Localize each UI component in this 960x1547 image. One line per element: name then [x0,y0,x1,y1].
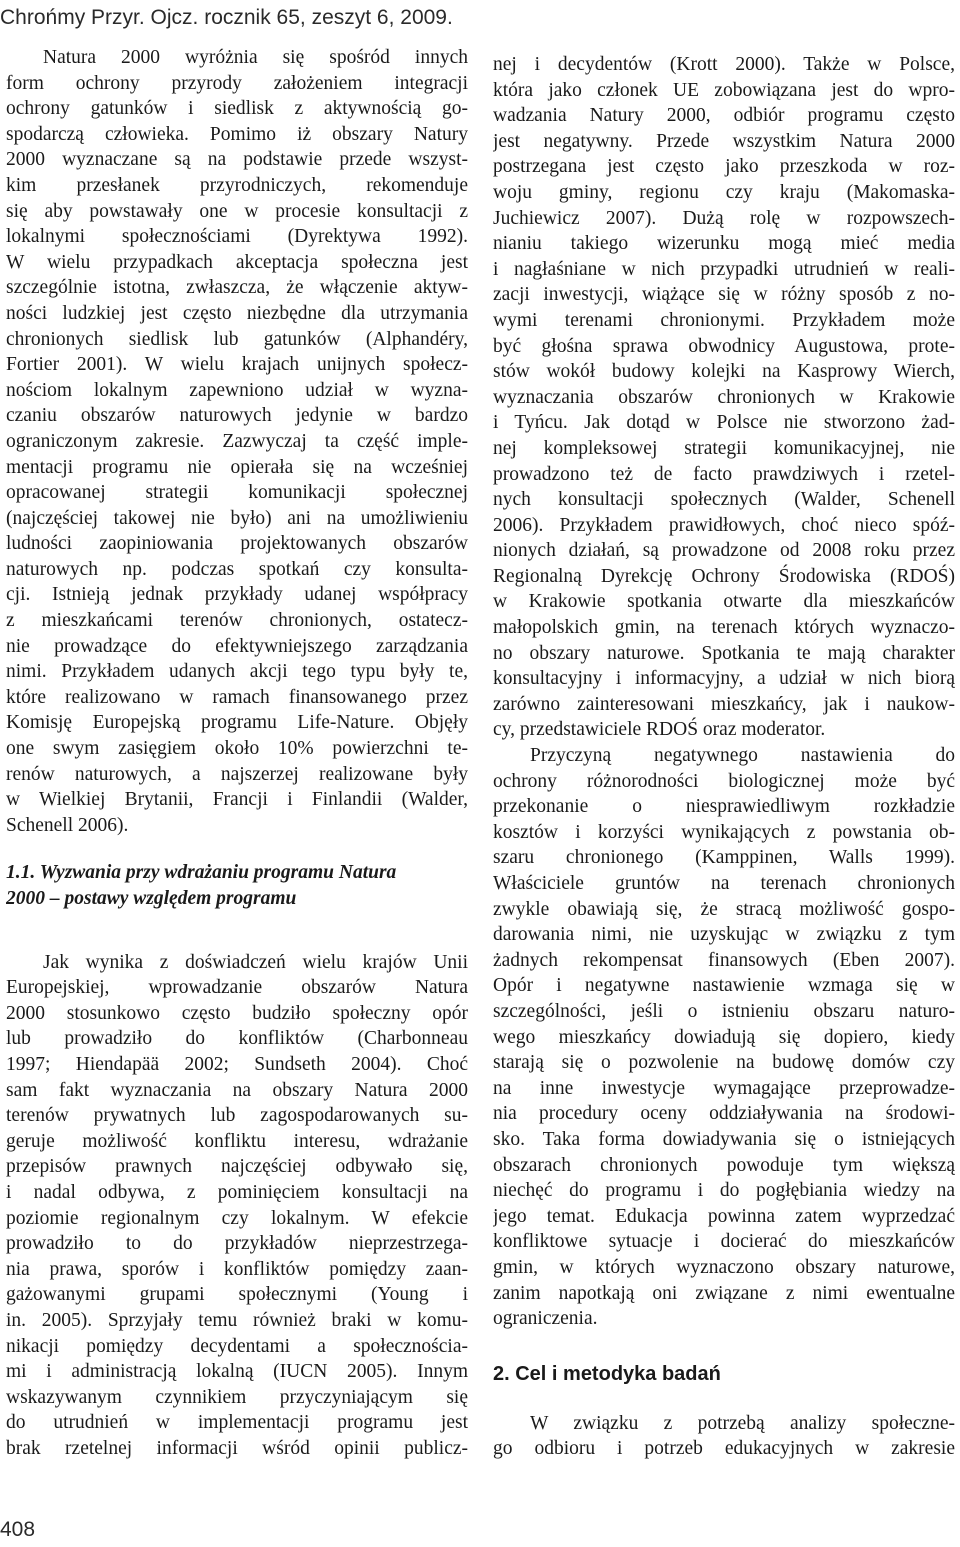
text-line: wymi terenami chronionymi. Przykładem może [493,309,955,331]
text-line: Przyczyną negatywnego nastawienia do [530,745,955,767]
text-line: nych konsultacji społecznych (Walder, Schenell [493,489,955,511]
text-line: z mieszkańcami terenów chronionych, ostatecz- [6,610,468,632]
text-line: Właściciele gruntów na terenach chronionych [493,873,955,894]
text-line: która jako członek UE zobowiązana jest do wpro- [493,79,955,101]
text-line: żadnych rekompensat finansowych (Eben 2007). [493,949,955,971]
text-line: naturowych np. podczas spotkań czy konsulta- [6,558,468,580]
text-line: 2000 – postawy względem programu [6,888,297,909]
right-paragraph-2 [493,743,955,1332]
text-line: zarówno zainteresowani mieszkańcy, jak i naukow- [493,693,955,715]
text-line: szaru chronionego (Kamppinen, Walls 1999). [493,847,955,869]
text-line: geruje możliwość konfliktu interesu, wdrażanie [6,1130,468,1152]
text-line: stów wokół budowy kolejki na Kasprowy Wierch, [493,361,955,383]
text-line: ochrony różnorodności biologicznej może być [493,770,955,792]
text-line: niechęć do programu i do pogłębiania wiedzy na [493,1180,955,1202]
text-line: wyznaczania obszarów chronionych w Krakowie [493,386,955,408]
text-line: gmin, w których wyznaczono obszary naturowe, [493,1256,955,1278]
text-line: przekonanie o niesprawiedliwym rozkładzie [493,796,955,818]
text-line: starają się o pozwolenie na budowę domów czy [493,1052,955,1074]
text-line: no obszary naturowe. Spotkania te mają charakter [493,642,955,664]
text-line: Juchiewicz 2007). Dużą rolę w rozpowszech- [493,207,955,229]
left-paragraph-1 [6,45,468,838]
text-line: Opór i negatywne nastawienie wzmaga się w [493,975,955,997]
text-line: ochrony gatunków i siedlisk z aktywnością go- [6,98,468,120]
text-line: zwykle obawiają się, że stracą możliwość gospo- [493,898,955,920]
text-line: czaniu obszarów naturowych jedynie w bardzo [6,405,468,427]
text-line: chronionych siedlisk lub gatunków (Alphandéry, [6,328,468,350]
text-line: przepisów prawnych najczęściej odbywało się, [6,1156,468,1178]
text-line: jest negatywny. Przede wszystkim Natura 2000 [493,130,955,152]
text-line: do utrudnień w implementacji programu jest [6,1412,468,1434]
text-line: nikacji pomiędzy decydentami a społecznościa- [6,1335,468,1357]
text-line: w Wielkiej Brytanii, Francji i Finlandii (Walder, [6,789,468,811]
text-line: być głośna sprawa obwodnicy Augustowa, prote- [493,335,955,357]
text-line: opracowanej strategii komunikacji społecznej [6,482,468,504]
text-line: form ochrony przyrody założeniem integracji [6,72,468,94]
text-line: w Krakowie spotkania otwarte dla mieszkańców [493,591,955,613]
text-line: 2000 stosunkowo często budziło społeczny opór [6,1002,468,1024]
text-line: się aby powstawały one w procesie konsultacji z [6,200,468,222]
text-line: mi i administracją lokalną (IUCN 2005). Innym [6,1361,468,1383]
text-line: nianiu takiego wizerunku mogą mieć media [493,233,955,255]
text-line: 2000 wyznaczane są na podstawie przede wszyst- [6,149,468,171]
text-line: szczególności, jeśli o istnieniu obszaru naturo- [493,1000,955,1022]
text-line: wadzania Natury 2000, odbiór programu często [493,105,955,127]
text-line: konfliktowe sytuacje i docierać do mieszkańców [493,1231,955,1253]
text-line: prowadzono też de facto prawdziwych i rzetel- [493,463,955,485]
text-line: kim przesłanek przyrodniczych, rekomenduje [6,174,468,196]
text-line: prowadziło to do przykładów nieprzestrzega- [6,1233,468,1255]
text-line: małopolskich gmin, na terenach których wyznaczo- [493,617,955,639]
text-line: i nadal odbywa, z pominięciem konsultacji na [6,1181,468,1203]
text-line: sam fakt wyznaczania na obszary Natura 2000 [6,1079,468,1101]
text-line: zanim napotkają oni związane z nimi ewentualne [493,1282,955,1304]
text-line: poziomie regionalnym czy lokalnym. W efekcie [6,1207,468,1229]
text-line: nimi. Przykładem udanych akcji tego typu były te, [6,661,468,683]
text-line: nionych działań, są prowadzone od 2008 roku przez [493,540,955,562]
section-title-1-1 [6,860,468,911]
text-line: ności ludzkiej jest często niezbędne dla utrzymania [6,302,468,324]
text-line: mentacji programu nie opierała się na wcześniej [6,456,468,478]
right-paragraph-3 [493,1411,955,1462]
text-line: nościom lokalnym zapewniono udział w wyzna- [6,379,468,401]
text-line: które realizowano w ramach finansowanego przez [6,686,468,708]
text-line: lub prowadziło do konfliktów (Charbonneau [6,1028,468,1050]
text-line: gażowanymi grupami społecznymi (Young i [6,1284,468,1306]
text-line: i Tyńcu. Jak dotąd w Polsce nie stworzono żad- [493,412,955,434]
text-line: renów naturowych, a najszerzej realizowane były [6,763,468,785]
text-line: woju gminy, regionu czy kraju (Makomaska- [493,181,955,203]
text-line: one swym zasięgiem około 10% powierzchni te- [6,738,468,760]
text-line: W związku z potrzebą analizy społeczne- [530,1412,955,1434]
text-line: szczególnie istotna, zwłaszcza, że włączenie aktyw- [6,277,468,299]
text-line: i nagłaśniane w nich przypadki utrudnień w reali- [493,258,955,280]
text-line: ludności zaopiniowania projektowanych obszarów [6,533,468,555]
right-column [493,52,955,1462]
right-paragraph-1 [493,52,955,743]
text-line: darowania nimi, nie uzyskując w związku z tym [493,924,955,946]
text-line: go odbioru i potrzeb edukacyjnych w zakresie [493,1438,955,1460]
text-line: terenów prywatnych lub zagospodarowanych su- [6,1105,468,1127]
text-line: nej i decydentów (Krott 2000). Także w Polsce, [493,54,955,75]
text-line: 1.1. Wyzwania przy wdrażaniu programu Natura [6,862,397,884]
text-line: 1997; Hiendapää 2002; Sundseth 2004). Choć [6,1053,468,1075]
text-line: nia procedury oceny oddziaływania na środowi- [493,1103,955,1125]
text-line: nej kompleksowej strategii komunikacyjnej, nie [493,437,955,459]
text-line: brak rzetelnej informacji wśród opinii publicz- [6,1437,468,1459]
text-line: nia prawa, sporów i konfliktów pomiędzy zaan- [6,1258,468,1280]
text-line: (najczęściej takowej nie było) ani na umożliwieniu [6,507,468,529]
text-line: postrzegana jest często jako przeszkoda w roz- [493,156,955,178]
text-line: kosztów i korzyści wynikających z powstania ob- [493,821,955,843]
text-line: zacji inwestycji, wiążące się w różny sposób z no- [493,284,955,306]
text-line: na inne inwestycje wymagające przeprowadze- [493,1077,955,1099]
text-line: Komisję Europejską programu Life-Nature. Objęły [6,712,468,734]
text-line: jego temat. Edukacja powinna zatem wyprzedzać [493,1205,955,1227]
text-line: spodarczą człowieka. Pomimo iż obszary Natury [6,123,468,145]
text-line: Jak wynika z doświadczeń wielu krajów Unii [43,951,468,973]
text-line: wskazywanym czynnikiem przyczyniającym się [6,1386,468,1408]
text-line: cy, przedstawiciele RDOŚ oraz moderator. [493,719,826,741]
text-line: konsultacyjny i informacyjny, a udział w nich biorą [493,668,955,690]
left-paragraph-2 [6,950,468,1462]
page-number: 408 [0,1518,36,1541]
text-line: in. 2005). Sprzyjały temu również braki w komu- [6,1309,468,1331]
text-line: cji. Istnieją jednak przykłady udanej współpracy [6,584,468,606]
left-column [6,45,468,1461]
text-line: Natura 2000 wyróżnia się spośród innych [43,47,468,68]
text-line: lokalnymi społecznościami (Dyrektywa 1992). [6,226,468,248]
text-line: sko. Taka forma dowiadywania się o istniejących [493,1128,955,1150]
text-line: Fortier 2001). W wielu krajach unijnych społecz- [6,354,468,376]
text-line: ograniczenia. [493,1308,598,1330]
text-line: 2006). Przykładem prawidłowych, choć nieco spóź- [493,514,955,536]
text-line: nie prowadzące do efektywniejszego zarządzania [6,635,468,657]
text-line: W wielu przypadkach akceptacja społeczna jest [6,251,468,273]
text-line: ograniczonym zakresie. Zazwyczaj ta część imple- [6,430,468,452]
section-heading-2: 2. Cel i metodyka badań [493,1362,721,1385]
text-line: Schenell 2006). [6,814,129,836]
text-line: Regionalną Dyrekcję Ochrony Środowiska (RDOŚ) [493,565,955,587]
journal-header: Chrońmy Przyr. Ojcz. rocznik 65, zeszyt 6, 2009. [0,6,453,29]
text-line: wego mieszkańcy dowiadują się dopiero, kiedy [493,1026,955,1048]
text-line: Europejskiej, wprowadzanie obszarów Natura [6,977,468,999]
text-line: obszarach chronionych powoduje tym większą [493,1154,955,1176]
